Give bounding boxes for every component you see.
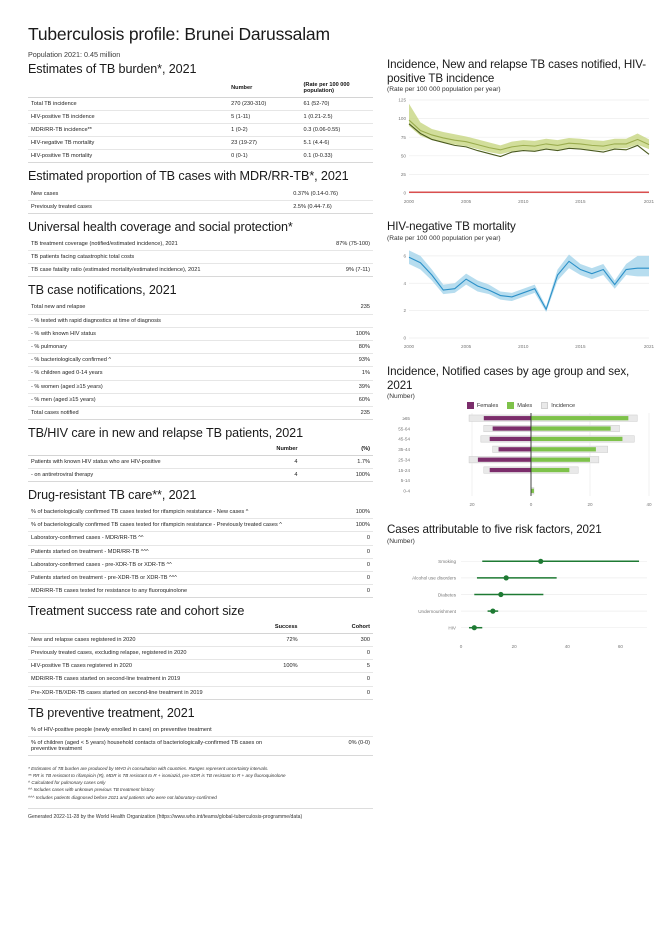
- table-row: [28, 558, 373, 571]
- table-row: [28, 532, 373, 545]
- row-value: 93%: [290, 354, 373, 367]
- age-sex-svg: [387, 410, 655, 510]
- section-title-mdr-proportion: Estimated proportion of TB cases with MDR/RR-TB*, 2021: [28, 169, 349, 184]
- mortality-svg: [387, 244, 655, 352]
- row-value: 61 (52-70): [301, 97, 373, 110]
- row-value: [290, 724, 373, 737]
- row-value: 0: [290, 558, 373, 571]
- col-success: Success: [228, 622, 300, 633]
- svg-text:2000: 2000: [403, 344, 415, 350]
- row-value: 5.1 (4.4-6): [301, 137, 373, 150]
- table-row: [28, 571, 373, 584]
- generated-line: Generated 2022-11-28 by the World Health Organization (https://www.who.int/teams/global-tuberculosis-programme/data): [28, 808, 373, 820]
- svg-text:15-24: 15-24: [398, 468, 410, 474]
- table-row: [28, 327, 373, 340]
- row-label: % of bacteriologically confirmed TB cases tested for rifampicin resistance - New cases ^: [28, 506, 290, 519]
- table-row: [28, 468, 373, 481]
- table-row: [28, 686, 373, 699]
- row-label: Previously treated cases: [28, 200, 290, 213]
- row-label: Total cases notified: [28, 406, 290, 419]
- svg-text:25-34: 25-34: [398, 457, 410, 463]
- chart-subtitle: (Number): [387, 393, 415, 401]
- row-label: Laboratory-confirmed cases - pre-XDR-TB or XDR-TB ^^: [28, 558, 290, 571]
- section-title-success: Treatment success rate and cohort size: [28, 604, 245, 619]
- svg-text:Smoking: Smoking: [438, 559, 456, 565]
- row-label: Patients with known HIV status who are HIV-positive: [28, 455, 228, 468]
- row-value: 0: [290, 585, 373, 598]
- row-value: 1 (0-2): [228, 123, 300, 136]
- chart-incidence-notified: [387, 58, 655, 207]
- row-value: 100%: [290, 327, 373, 340]
- svg-text:2005: 2005: [461, 344, 472, 350]
- svg-text:≥65: ≥65: [402, 416, 410, 422]
- row-label: % of children (aged < 5 years) household contacts of bacteriologically-confirmed TB cases on preventive treatment: [28, 736, 290, 755]
- row-value: 0: [290, 545, 373, 558]
- row-label: - % men (aged ≥15 years): [28, 393, 290, 406]
- row-value: 72%: [228, 633, 300, 646]
- svg-text:2010: 2010: [518, 344, 529, 350]
- col-blank: [28, 622, 228, 633]
- row-value: 0: [301, 646, 373, 659]
- age-sex-legend: [387, 402, 655, 409]
- row-value: [228, 646, 300, 659]
- svg-text:6: 6: [403, 253, 406, 259]
- row-label: Pre-XDR-TB/XDR-TB cases started on second-line treatment in 2019: [28, 686, 228, 699]
- row-value: [290, 314, 373, 327]
- chart-mortality: [387, 220, 655, 352]
- row-label: HIV-positive TB mortality: [28, 150, 228, 163]
- table-row: [28, 736, 373, 755]
- svg-text:2: 2: [403, 308, 406, 314]
- chart-age-sex: [387, 365, 655, 510]
- table-mdr-proportion: [28, 187, 373, 213]
- row-value: 0 (0-1): [228, 150, 300, 163]
- row-label: % of HIV-positive people (newly enrolled in care) on preventive treatment: [28, 724, 290, 737]
- row-value: 23 (19-27): [228, 137, 300, 150]
- table-uhc: [28, 238, 373, 278]
- table-row: [28, 137, 373, 150]
- table-row: [28, 393, 373, 406]
- col-number: Number: [228, 444, 300, 455]
- row-value: [228, 686, 300, 699]
- table-drtb: [28, 506, 373, 598]
- row-label: New and relapse cases registered in 2020: [28, 633, 228, 646]
- row-label: HIV-positive TB cases registered in 2020: [28, 660, 228, 673]
- legend-label: Females: [476, 402, 499, 409]
- chart-title: Incidence, Notified cases by age group and sex, 2021: [387, 365, 630, 392]
- color-swatch: [467, 402, 474, 409]
- row-value: 300: [301, 633, 373, 646]
- section-title-burden: Estimates of TB burden*, 2021: [28, 62, 197, 76]
- table-notifications: [28, 301, 373, 420]
- row-label: Total new and relapse: [28, 301, 290, 314]
- svg-text:25: 25: [400, 172, 406, 178]
- row-value: 60%: [290, 393, 373, 406]
- table-row: [28, 251, 373, 264]
- svg-text:40: 40: [564, 644, 570, 650]
- table-row: [28, 367, 373, 380]
- svg-text:2010: 2010: [518, 199, 529, 205]
- left-column: [28, 24, 373, 820]
- legend-label: Males: [517, 402, 533, 409]
- table-row: [28, 97, 373, 110]
- svg-text:2015: 2015: [575, 199, 586, 205]
- legend-label: Incidence: [551, 402, 576, 409]
- table-row: [28, 238, 373, 251]
- table-row: [28, 354, 373, 367]
- legend-incidence: [541, 402, 575, 409]
- table-row: [28, 150, 373, 163]
- row-label: - % children aged 0-14 years: [28, 367, 290, 380]
- row-value: 0: [290, 532, 373, 545]
- svg-text:60: 60: [617, 644, 623, 650]
- col-rate: (Rate per 100 000 population): [301, 80, 373, 97]
- table-row: [28, 314, 373, 327]
- row-value: 0.3 (0.06-0.55): [301, 123, 373, 136]
- row-value: 80%: [290, 340, 373, 353]
- table-success: [28, 622, 373, 699]
- row-value: 5: [301, 660, 373, 673]
- risk-factors-svg: [387, 547, 655, 652]
- row-label: TB treatment coverage (notified/estimated incidence), 2021: [28, 238, 290, 251]
- row-value: 235: [290, 406, 373, 419]
- row-value: 0: [301, 673, 373, 686]
- row-label: HIV-negative TB mortality: [28, 137, 228, 150]
- row-value: 2.5% (0.44-7.6): [290, 200, 373, 213]
- svg-text:45-54: 45-54: [398, 437, 410, 443]
- footnotes: [28, 765, 373, 801]
- svg-text:20: 20: [587, 502, 593, 508]
- row-label: MDR/RR-TB cases tested for resistance to any fluoroquinolone: [28, 585, 290, 598]
- color-swatch: [541, 402, 548, 409]
- right-column: [387, 24, 655, 665]
- table-row: [28, 660, 373, 673]
- col-number: Number: [228, 80, 300, 97]
- footnote: ^ Calculated for pulmonary cases only: [28, 780, 106, 786]
- row-label: New cases: [28, 187, 290, 200]
- row-value: 100%: [301, 468, 373, 481]
- row-value: 0% (0-0): [290, 736, 373, 755]
- table-row: [28, 545, 373, 558]
- table-row: [28, 123, 373, 136]
- table-row: [28, 406, 373, 419]
- svg-text:Undernourishment: Undernourishment: [418, 608, 456, 614]
- table-preventive: [28, 724, 373, 756]
- table-row: [28, 646, 373, 659]
- row-value: 235: [290, 301, 373, 314]
- row-label: Patients started on treatment - pre-XDR-TB or XDR-TB ^^^: [28, 571, 290, 584]
- color-swatch: [507, 402, 514, 409]
- svg-text:2000: 2000: [403, 199, 415, 205]
- table-row: [28, 301, 373, 314]
- svg-text:2005: 2005: [461, 199, 472, 205]
- row-label: MDR/RR-TB cases started on second-line treatment in 2019: [28, 673, 228, 686]
- footnote: * Estimates of TB burden are produced by WHO in consultation with countries. Ranges represent uncertainty intervals.: [28, 766, 269, 772]
- svg-text:Alcohol use disorders: Alcohol use disorders: [412, 575, 456, 581]
- svg-text:50: 50: [400, 153, 406, 159]
- incidence-svg: [387, 95, 655, 207]
- table-row: [28, 506, 373, 519]
- svg-text:0: 0: [529, 502, 533, 508]
- row-value: 100%: [290, 519, 373, 532]
- row-label: % of bacteriologically confirmed TB cases tested for rifampicin resistance - Previously treated cases ^: [28, 519, 290, 532]
- row-value: 39%: [290, 380, 373, 393]
- legend-males: [507, 402, 532, 409]
- footnote: ^^ Includes cases with unknown previous TB treatment history: [28, 787, 155, 793]
- chart-subtitle: (Rate per 100 000 population per year): [387, 235, 501, 243]
- table-row: [28, 673, 373, 686]
- table-burden: [28, 80, 373, 163]
- row-value: 0: [301, 686, 373, 699]
- row-value: 9% (7-11): [290, 264, 373, 277]
- row-label: - % bacteriologically confirmed ^: [28, 354, 290, 367]
- table-tbhiv: [28, 444, 373, 482]
- row-label: - % tested with rapid diagnostics at time of diagnosis: [28, 314, 290, 327]
- row-label: Patients started on treatment - MDR/RR-TB ^^^: [28, 545, 290, 558]
- table-row: [28, 633, 373, 646]
- svg-text:0: 0: [403, 335, 406, 341]
- population-line: Population 2021: 0.45 million: [28, 50, 121, 59]
- chart-risk-factors: [387, 523, 655, 652]
- row-label: HIV-positive TB incidence: [28, 110, 228, 123]
- table-row: [28, 585, 373, 598]
- row-value: [228, 673, 300, 686]
- row-label: Laboratory-confirmed cases - MDR/RR-TB ^^: [28, 532, 290, 545]
- svg-text:100: 100: [398, 116, 406, 122]
- svg-text:20: 20: [469, 502, 475, 508]
- row-value: 270 (230-310): [228, 97, 300, 110]
- svg-text:20: 20: [511, 644, 517, 650]
- row-label: TB case fatality ratio (estimated mortality/estimated incidence), 2021: [28, 264, 290, 277]
- svg-text:4: 4: [403, 280, 406, 286]
- row-value: 100%: [228, 660, 300, 673]
- chart-subtitle: (Rate per 100 000 population per year): [387, 86, 501, 94]
- table-row: [28, 187, 373, 200]
- table-row: [28, 724, 373, 737]
- chart-title: Incidence, New and relapse TB cases notified, HIV-positive TB incidence: [387, 58, 647, 85]
- svg-text:55-64: 55-64: [398, 426, 410, 432]
- row-label: MDR/RR-TB incidence**: [28, 123, 228, 136]
- table-row: [28, 340, 373, 353]
- row-value: 4: [228, 468, 300, 481]
- row-value: 0.37% (0.14-0.76): [290, 187, 373, 200]
- svg-text:2015: 2015: [575, 344, 586, 350]
- row-value: 87% (75-100): [290, 238, 373, 251]
- row-value: 1 (0.21-2.5): [301, 110, 373, 123]
- page-title: Tuberculosis profile: Brunei Darussalam: [28, 24, 330, 44]
- row-label: TB patients facing catastrophic total costs: [28, 251, 290, 264]
- footnote: ^^^ Includes patients diagnosed before 2021 and patients who were not laboratory-confirmed: [28, 794, 217, 800]
- legend-females: [467, 402, 498, 409]
- row-value: 100%: [290, 506, 373, 519]
- chart-title: Cases attributable to five risk factors, 2021: [387, 523, 602, 537]
- row-value: 0.1 (0-0.33): [301, 150, 373, 163]
- row-value: 1.7%: [301, 455, 373, 468]
- svg-text:2021: 2021: [643, 344, 655, 350]
- col-pct: (%): [301, 444, 373, 455]
- chart-title: HIV-negative TB mortality: [387, 220, 516, 234]
- row-label: Total TB incidence: [28, 97, 228, 110]
- section-title-preventive: TB preventive treatment, 2021: [28, 705, 195, 720]
- col-blank: [28, 80, 228, 97]
- col-blank: [28, 444, 228, 455]
- table-row: [28, 455, 373, 468]
- svg-text:Diabetes: Diabetes: [437, 592, 456, 598]
- row-value: 5 (1-11): [228, 110, 300, 123]
- table-row: [28, 200, 373, 213]
- svg-text:2021: 2021: [643, 199, 655, 205]
- row-value: 1%: [290, 367, 373, 380]
- footnote: ** RR is TB resistant to rifampicin (R), MDR is TB resistant to R + isoniazid, pre-XDR is TB resistant to R + any fluoroquinolone: [28, 773, 286, 779]
- row-value: 4: [228, 455, 300, 468]
- chart-subtitle: (Number): [387, 538, 415, 546]
- table-row: [28, 380, 373, 393]
- svg-text:125: 125: [398, 97, 406, 103]
- svg-text:HIV: HIV: [448, 625, 456, 631]
- svg-text:0-4: 0-4: [403, 488, 410, 494]
- section-title-uhc: Universal health coverage and social protection*: [28, 219, 293, 234]
- table-row: [28, 264, 373, 277]
- svg-text:40: 40: [646, 502, 652, 508]
- row-label: - % women (aged ≥15 years): [28, 380, 290, 393]
- row-label: - % with known HIV status: [28, 327, 290, 340]
- row-label: - % pulmonary: [28, 340, 290, 353]
- table-row: [28, 110, 373, 123]
- svg-text:0: 0: [403, 190, 406, 196]
- row-value: [290, 251, 373, 264]
- section-title-drtb: Drug-resistant TB care**, 2021: [28, 487, 197, 502]
- section-title-notifications: TB case notifications, 2021: [28, 283, 177, 298]
- section-title-tbhiv: TB/HIV care in new and relapse TB patients, 2021: [28, 426, 303, 441]
- row-label: - on antiretroviral therapy: [28, 468, 228, 481]
- svg-text:0: 0: [459, 644, 463, 650]
- row-label: Previously treated cases, excluding relapse, registered in 2020: [28, 646, 228, 659]
- svg-text:5-14: 5-14: [400, 478, 410, 484]
- svg-text:35-44: 35-44: [398, 447, 410, 453]
- svg-text:75: 75: [400, 135, 406, 141]
- row-value: 0: [290, 571, 373, 584]
- col-cohort: Cohort: [301, 622, 373, 633]
- table-row: [28, 519, 373, 532]
